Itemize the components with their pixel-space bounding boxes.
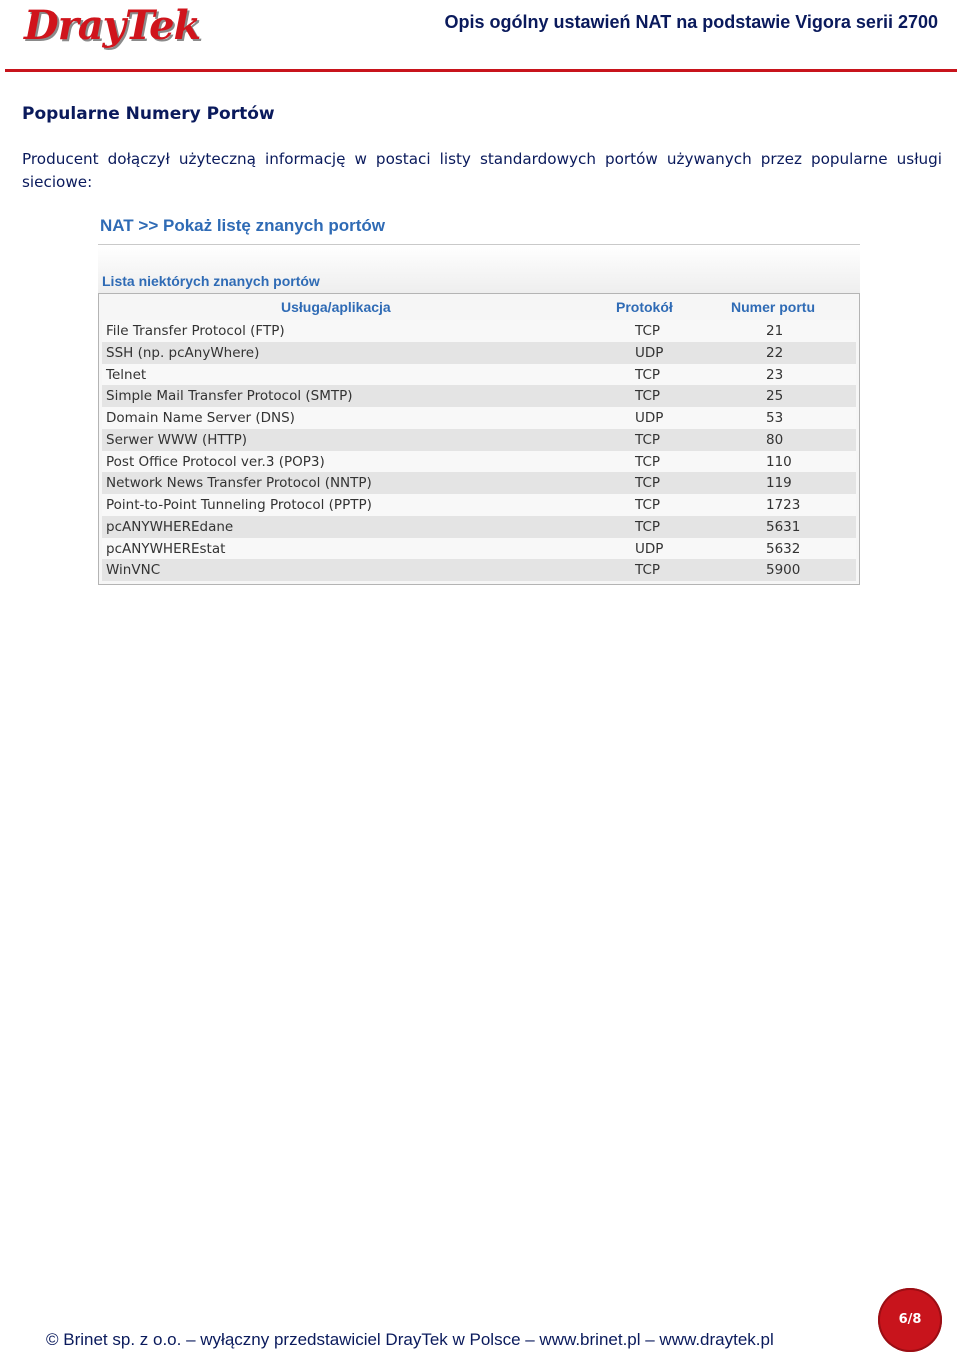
port-cell: 5900 [766, 562, 801, 579]
table-row [102, 451, 856, 473]
port-cell: 53 [766, 410, 784, 426]
service-cell: Network News Transfer Protocol (NNTP) [106, 475, 372, 492]
service-cell: Telnet [106, 366, 147, 383]
column-header-port: Numer portu [731, 299, 815, 315]
table-row [102, 472, 856, 494]
table-row [102, 407, 856, 429]
protocol-cell: UDP [635, 344, 664, 361]
protocol-cell: TCP [635, 562, 661, 579]
table-row [102, 559, 856, 581]
protocol-cell: TCP [635, 366, 661, 383]
service-cell: Serwer WWW (HTTP) [106, 431, 248, 448]
table-row [102, 516, 856, 538]
protocol-cell: UDP [635, 540, 664, 557]
protocol-cell: TCP [635, 518, 661, 535]
page-header [0, 0, 960, 74]
table-row [102, 385, 856, 407]
port-cell: 110 [766, 453, 792, 470]
screenshot-page-title: NAT >> Pokaż listę znanych portów [100, 216, 385, 235]
table-row [102, 364, 856, 386]
port-cell: 80 [766, 431, 784, 448]
port-cell: 5632 [766, 540, 801, 557]
section-title: Popularne Numery Portów [22, 104, 275, 124]
footer-copyright: © Brinet sp. z o.o. – wyłączny przedstawiciel DrayTek w Polsce – www.brinet.pl – www.draytek.pl [46, 1330, 774, 1349]
protocol-cell: TCP [635, 431, 661, 448]
service-cell: Domain Name Server (DNS) [106, 410, 295, 426]
column-header-service: Usługa/aplikacja [281, 299, 391, 315]
protocol-cell: TCP [635, 475, 661, 492]
draytek-logo: DrayTek [24, 2, 201, 49]
column-header-protocol: Protokół [616, 299, 673, 315]
service-cell: pcANYWHEREdane [106, 518, 234, 535]
service-cell: Post Office Protocol ver.3 (POP3) [106, 453, 325, 470]
table-row [102, 538, 856, 560]
table-row [102, 320, 856, 342]
service-cell: pcANYWHEREstat [106, 540, 226, 557]
service-cell: File Transfer Protocol (FTP) [106, 323, 285, 339]
service-cell: WinVNC [106, 562, 161, 579]
service-cell: Simple Mail Transfer Protocol (SMTP) [106, 388, 353, 405]
protocol-cell: TCP [635, 323, 661, 339]
intro-paragraph: Producent dołączył użyteczną informację w postaci listy standardowych portów używanych przez popularne usługi sieciowe: [22, 150, 942, 191]
table-body [102, 320, 856, 581]
port-cell: 25 [766, 388, 784, 405]
header-divider [5, 69, 957, 72]
protocol-cell: TCP [635, 497, 661, 513]
service-cell: SSH (np. pcAnyWhere) [106, 344, 260, 361]
table-header [99, 294, 859, 318]
port-cell: 22 [766, 344, 784, 361]
page-number-badge [878, 1288, 942, 1352]
port-cell: 1723 [766, 497, 801, 513]
document-title: Opis ogólny ustawień NAT na podstawie Vigora serii 2700 [444, 12, 938, 32]
service-cell: Point-to-Point Tunneling Protocol (PPTP) [106, 497, 372, 513]
port-cell: 23 [766, 366, 784, 383]
known-ports-table [98, 293, 860, 585]
port-cell: 5631 [766, 518, 801, 535]
protocol-cell: TCP [635, 388, 661, 405]
table-row [102, 342, 856, 364]
port-cell: 119 [766, 475, 792, 492]
table-row [102, 494, 856, 516]
protocol-cell: UDP [635, 410, 664, 426]
port-cell: 21 [766, 323, 784, 339]
protocol-cell: TCP [635, 453, 661, 470]
page-number: 6/8 [898, 1312, 922, 1327]
table-row [102, 429, 856, 451]
panel-label: Lista niektórych znanych portów [102, 273, 320, 289]
known-ports-screenshot [98, 212, 862, 586]
